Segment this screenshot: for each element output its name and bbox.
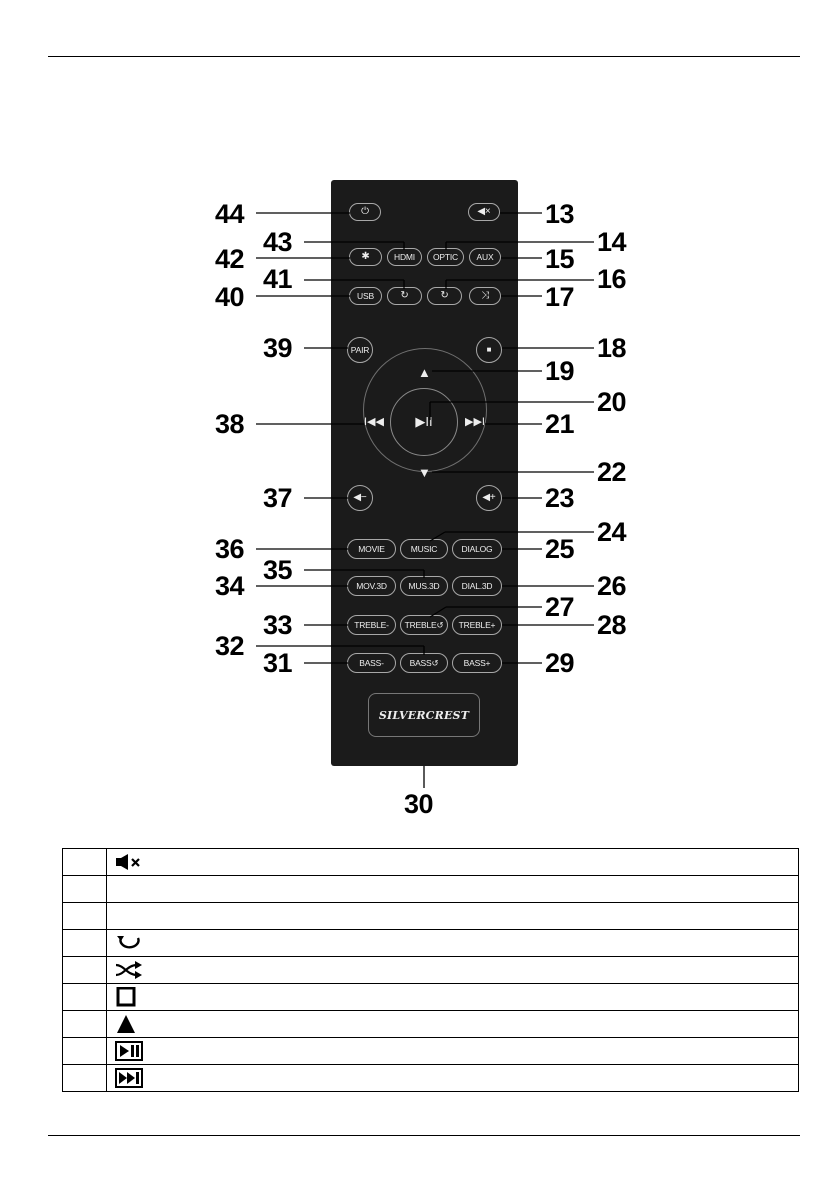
- optic-button[interactable]: OPTIC: [427, 248, 464, 266]
- callout-28: 28: [597, 610, 627, 640]
- volume-down-button[interactable]: [347, 485, 373, 511]
- callout-25: 25: [545, 534, 575, 564]
- up-triangle-icon: [115, 1014, 143, 1034]
- bass-plus-button[interactable]: BASS+: [452, 653, 502, 673]
- callout-22: 22: [597, 457, 627, 487]
- callout-38: 38: [215, 409, 245, 439]
- repeat-icon: ↻: [440, 290, 449, 301]
- bass-minus-button[interactable]: BASS-: [347, 653, 396, 673]
- volume-up-icon: ◀+: [482, 492, 496, 503]
- volume-up-button[interactable]: [476, 485, 502, 511]
- callout-37: 37: [263, 483, 293, 513]
- callout-27: 27: [545, 592, 575, 622]
- callout-34: 34: [215, 571, 245, 601]
- table-row: [63, 903, 799, 930]
- callout-33: 33: [263, 610, 293, 640]
- up-arrow-button[interactable]: ▲: [418, 365, 431, 380]
- dialog-3d-button[interactable]: DIAL.3D: [452, 576, 502, 596]
- top-rule: [48, 56, 800, 57]
- stop-button[interactable]: [476, 337, 502, 363]
- movie-3d-button[interactable]: MOV.3D: [347, 576, 396, 596]
- mute-icon: [115, 853, 143, 871]
- stop-icon: [115, 987, 143, 1007]
- skip-forward-icon: [115, 1068, 143, 1088]
- dialog-button[interactable]: DIALOG: [452, 539, 502, 559]
- bluetooth-button[interactable]: [349, 248, 382, 266]
- play-pause-button[interactable]: [390, 388, 458, 456]
- brand-logo: [368, 693, 480, 737]
- shuffle-icon: ⤨: [481, 290, 489, 301]
- music-button[interactable]: MUSIC: [400, 539, 448, 559]
- symbol-table: [62, 848, 799, 1092]
- table-row: [63, 1038, 799, 1065]
- repeat-button[interactable]: [427, 287, 462, 305]
- pair-button[interactable]: PAIR: [347, 337, 373, 363]
- table-row: [63, 1011, 799, 1038]
- treble-plus-button[interactable]: TREBLE+: [452, 615, 502, 635]
- callout-41: 41: [263, 264, 293, 294]
- mute-icon: ◀×: [477, 206, 491, 217]
- callout-26: 26: [597, 571, 627, 601]
- table-row: [63, 876, 799, 903]
- shuffle-icon: [115, 961, 143, 979]
- movie-button[interactable]: MOVIE: [347, 539, 396, 559]
- previous-button[interactable]: I◀◀: [364, 416, 384, 428]
- callout-39: 39: [263, 333, 293, 363]
- treble-minus-button[interactable]: TREBLE-: [347, 615, 396, 635]
- callout-43: 43: [263, 227, 293, 257]
- music-3d-button[interactable]: MUS.3D: [400, 576, 448, 596]
- repeat-icon: [115, 933, 143, 953]
- callout-24: 24: [597, 517, 627, 547]
- mute-button[interactable]: [468, 203, 500, 221]
- callout-44: 44: [215, 199, 245, 229]
- callout-40: 40: [215, 282, 245, 312]
- power-icon: ⏻: [361, 206, 369, 217]
- callout-29: 29: [545, 648, 575, 678]
- usb-button[interactable]: USB: [349, 287, 382, 305]
- callout-36: 36: [215, 534, 245, 564]
- volume-down-icon: ◀−: [353, 492, 367, 503]
- callout-19: 19: [545, 356, 575, 386]
- next-button[interactable]: ▶▶I: [465, 416, 485, 428]
- play-pause-icon: [115, 1041, 143, 1061]
- table-row: [63, 984, 799, 1011]
- callout-13: 13: [545, 199, 575, 229]
- down-arrow-button[interactable]: ▼: [418, 465, 431, 480]
- aux-button[interactable]: AUX: [469, 248, 501, 266]
- callout-18: 18: [597, 333, 627, 363]
- repeat-one-icon: ↻: [400, 290, 409, 301]
- table-row: [63, 1065, 799, 1092]
- callout-20: 20: [597, 387, 627, 417]
- stop-icon: ■: [486, 345, 492, 354]
- callout-30: 30: [404, 789, 434, 819]
- callout-17: 17: [545, 282, 575, 312]
- callout-23: 23: [545, 483, 575, 513]
- treble-reset-button[interactable]: TREBLE↺: [400, 615, 448, 635]
- bass-reset-button[interactable]: BASS↺: [400, 653, 448, 673]
- callout-32: 32: [215, 631, 245, 661]
- callout-15: 15: [545, 244, 575, 274]
- repeat-one-button[interactable]: [387, 287, 422, 305]
- table-row: [63, 849, 799, 876]
- callout-31: 31: [263, 648, 293, 678]
- callout-21: 21: [545, 409, 575, 439]
- bottom-rule: [48, 1135, 800, 1136]
- callout-42: 42: [215, 244, 245, 274]
- brand-logo-text: SILVERCREST: [378, 708, 470, 722]
- table-row: [63, 957, 799, 984]
- shuffle-button[interactable]: [469, 287, 501, 305]
- callout-16: 16: [597, 264, 627, 294]
- play-pause-icon: ▶II: [415, 414, 433, 429]
- callout-35: 35: [263, 555, 293, 585]
- bluetooth-icon: ✱: [361, 251, 370, 262]
- hdmi-button[interactable]: HDMI: [387, 248, 422, 266]
- callout-14: 14: [597, 227, 627, 257]
- table-row: [63, 930, 799, 957]
- power-button[interactable]: [349, 203, 381, 221]
